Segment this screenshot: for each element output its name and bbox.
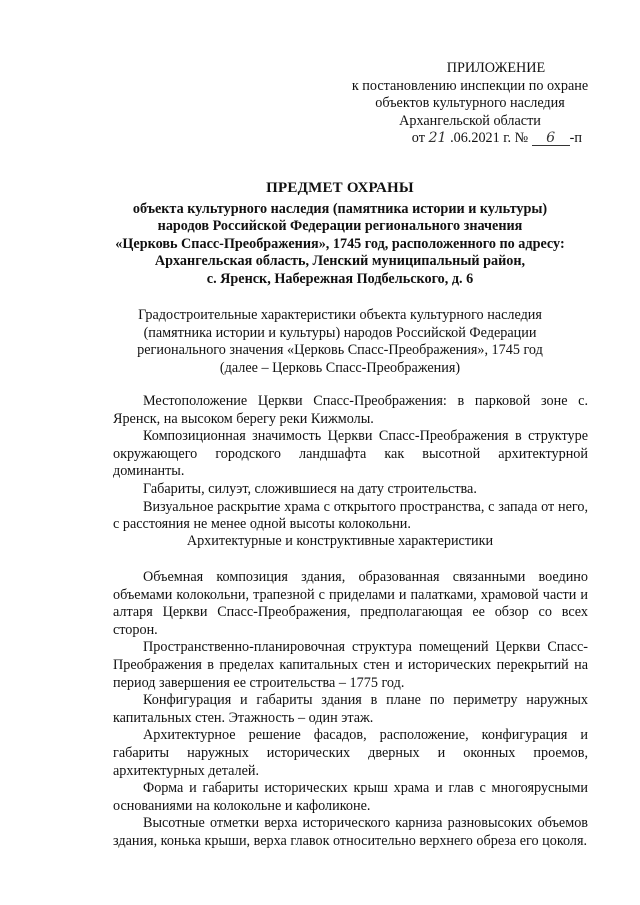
subject-line-5: с. Яренск, Набережная Подбельского, д. 6 (206, 270, 474, 287)
annex-title: ПРИЛОЖЕНИЕ (446, 60, 546, 76)
protection-subject-heading (90, 180, 590, 289)
subject-line-4: Архангельская область, Ленский муниципальный район, (154, 253, 526, 270)
order-date: .06.2021 г. № (446, 130, 532, 147)
annex-line-1: к постановлению инспекции по охране (351, 77, 589, 94)
paragraph-volume-composition: Объемная композиция здания, образованная связанными воедино объемами колокольни, трапезной с приделами и палатками, храмовой части и алтаря Церкви Спасс-Преображения, предполагающая ее обзор со всех сторон. (113, 569, 588, 638)
paragraph-spatial-structure: Пространственно-планировочная структура помещений Церкви Спасс-Преображения в пределах капитальных стен и исторических перекрытий на период завершения ее строительства – 1775 год. (113, 639, 588, 691)
urban-heading-line-3: регионального значения «Церковь Спасс-Преображения», 1745 год (137, 342, 543, 359)
handwritten-number: 6 (546, 130, 556, 147)
urban-characteristics-heading (100, 307, 580, 377)
subject-line-1: объекта культурного наследия (памятника истории и культуры) (132, 200, 548, 217)
subject-title: ПРЕДМЕТ ОХРАНЫ (266, 180, 414, 196)
order-date-line (330, 130, 610, 148)
urban-paragraphs (113, 393, 588, 534)
urban-heading-line-4: (далее – Церковь Спасс-Преображения) (219, 359, 461, 376)
paragraph-visual-disclosure: Визуальное раскрытие храма с открытого пространства, с запада от него, с расстояния не менее одной высоты колокольни. (113, 498, 588, 533)
subject-line-2: народов Российской Федерации регионального значения (157, 218, 523, 235)
annex-line-2: объектов культурного наследия (375, 95, 565, 112)
paragraph-roofs: Форма и габариты исторических крыш храма и глав с многоярусными основаниями на колокольне и кафоликоне. (113, 780, 588, 814)
paragraph-facades: Архитектурное решение фасадов, расположение, конфигурация и габариты наружных исторических дверных и оконных проемов, архитектурных деталей. (113, 727, 588, 779)
paragraph-configuration: Конфигурация и габариты здания в плане по периметру наружных капитальных стен. Этажность – один этаж. (113, 692, 588, 726)
paragraph-composition: Композиционная значимость Церкви Спасс-Преображения в структуре окружающего городского ландшафта как высотной архитектурной доминанты. (113, 428, 588, 480)
urban-heading-line-1: Градостроительные характеристики объекта культурного наследия (138, 307, 542, 323)
paragraph-dimensions: Габариты, силуэт, сложившиеся на дату строительства. (143, 480, 477, 497)
urban-heading-line-2: (памятника истории и культуры) народов Российской Федерации (143, 324, 537, 341)
architectural-heading: Архитектурные и конструктивные характеристики (186, 533, 494, 549)
annex-line-3: Архангельской области (399, 112, 541, 129)
annex-header (330, 60, 610, 148)
order-suffix: -п (569, 130, 582, 147)
subject-line-3: «Церковь Спасс-Преображения», 1745 год, расположенного по адресу: (115, 235, 565, 252)
paragraph-location: Местоположение Церкви Спасс-Преображения: в парковой зоне с. Яренск, на высоком берегу реки Кижмолы. (113, 393, 588, 427)
order-from-label: от (411, 130, 429, 147)
architectural-paragraphs (113, 569, 588, 851)
paragraph-height-marks: Высотные отметки верха исторического карниза разновысоких объемов здания, конька крыши, верха главок относительно верхнего обреза его цоколя. (113, 815, 588, 849)
handwritten-day: 21 (428, 130, 447, 147)
